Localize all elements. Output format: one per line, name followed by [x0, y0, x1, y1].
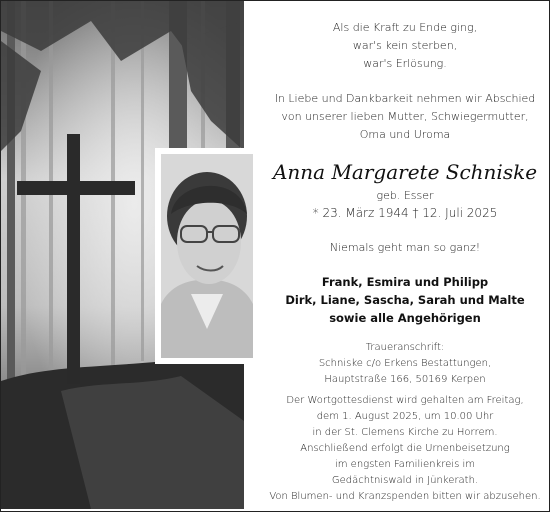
service-line: Der Wortgottesdienst wird gehalten am Freitag, [286, 395, 524, 406]
family-line: Dirk, Liane, Sascha, Sarah und Malte [285, 293, 525, 307]
family-line: Frank, Esmira und Philipp [321, 275, 489, 289]
motto: Niemals geht man so ganz! [329, 241, 481, 254]
poem-line: war's Erlösung. [363, 57, 447, 70]
portrait-photo [155, 148, 259, 364]
farewell-line: Oma und Uroma [359, 128, 451, 141]
life-dates: * 23. März 1944 † 12. Juli 2025 [312, 206, 498, 220]
poem-line: war's kein sterben, [352, 39, 458, 52]
service-line: im engsten Familienkreis im [334, 459, 476, 470]
family-line: sowie alle Angehörigen [329, 311, 481, 325]
poem-line: Als die Kraft zu Ende ging, [332, 21, 478, 34]
service-line: Anschließend erfolgt die Urnenbeisetzung [300, 443, 510, 454]
birth-name: geb. Esser [376, 189, 434, 202]
address-line: Hauptstraße 166, 50169 Kerpen [324, 374, 486, 385]
service-line: Gedächtniswald in Jünkerath. [331, 475, 479, 486]
farewell-line: In Liebe und Dankbarkeit nehmen wir Abschied [274, 92, 536, 105]
address-line: Traueranschrift: [365, 342, 445, 353]
address-line: Schniske c/o Erkens Bestattungen, [318, 358, 492, 369]
farewell-line: von unserer lieben Mutter, Schwiegermutter, [281, 110, 529, 123]
service-line: in der St. Clemens Kirche zu Horrem. [312, 427, 498, 438]
service-line: Von Blumen- und Kranzspenden bitten wir abzusehen. [269, 491, 541, 502]
deceased-name: Anna Margarete Schniske [272, 160, 538, 184]
service-line: dem 1. August 2025, um 10.00 Uhr [316, 411, 494, 422]
